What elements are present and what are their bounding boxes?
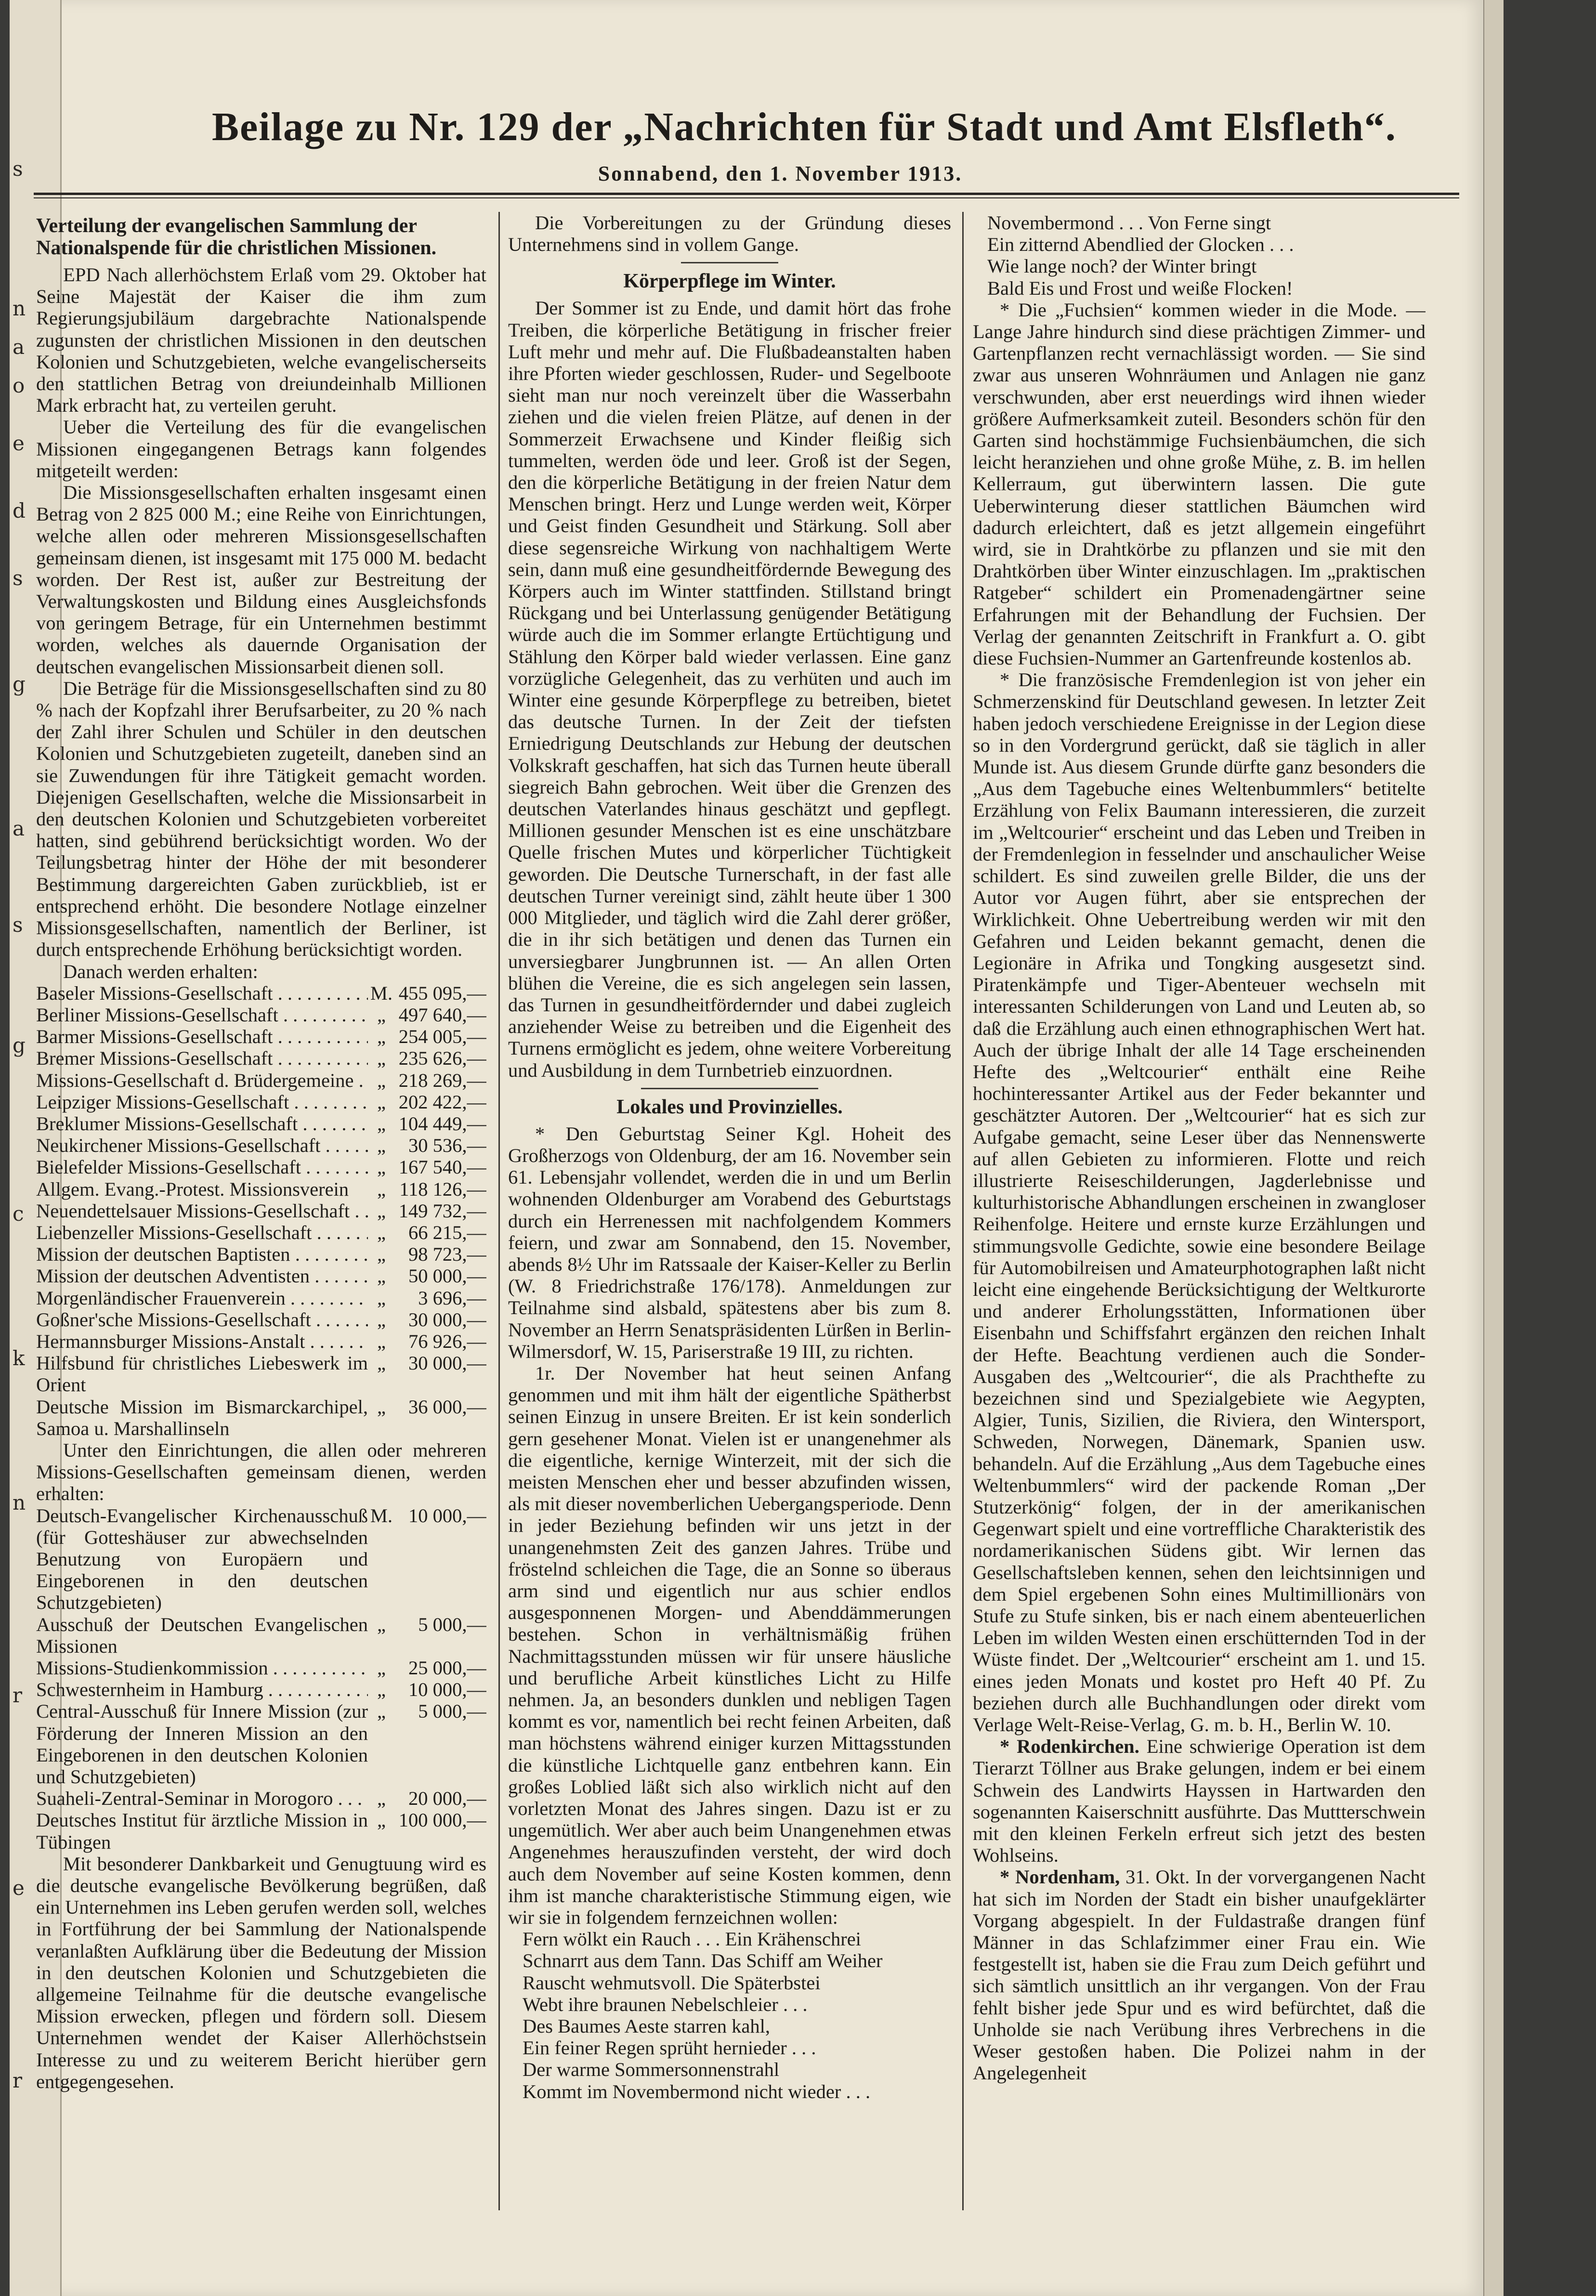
margin-fragment: a [13,335,25,359]
list-item [36,1200,486,1222]
paragraph: Die Beträge für die Missionsgesellschaften sind zu 80 % nach der Kopfzahl ihrer Berufsarbeiter, zu 20 % nach der Zahl ihrer Schulen und Schüler in den deutschen Kolonien und Schutzgebieten zugeteilt, daneben sind an sie Zuwendungen für ihre Tätigkeit gemacht worden. Diejenigen Gesellschaften, welche die Missionsarbeit in den deutschen Kolonien und Schutzgebieten vorbereitet hatten, sind gebührend berücksichtigt worden. Wo der Teilungsbetrag hinter der Höhe der mit besonderer Bestimmung dargereichten Gaben zurückblieb, ist er entsprechend erhöht. Die besondere Notlage einzelner Missionsgesellschaften, namentlich der Berliner, ist durch entsprechende Erhöhung berücksichtigt worden. [36,677,486,961]
margin-fragment: r [13,1683,23,1707]
margin-fragment: d [13,499,26,522]
list-item [36,1026,486,1047]
currency-unit: „ [377,1352,386,1374]
header-rule-thin [34,197,1459,198]
list-item [36,1243,486,1265]
amount: 149 732,— [398,1200,486,1222]
recipient-name: Baseler Missions-Gesellschaft . . . [36,982,368,1004]
recipient-name: Hilfsbund für christliches Liebeswerk im Orient [36,1352,368,1396]
paragraph: Die Vorbereitungen zu der Gründung dieses Unternehmens sind in vollem Gange. [508,212,951,256]
poem-line: Bald Eis und Frost und weiße Flocken! [987,277,1293,299]
issue-date: Sonnabend, den 1. November 1913. [598,162,963,185]
list-item [36,1265,486,1287]
list-item [36,1091,486,1113]
place-name: * Nordenham, [1000,1866,1120,1888]
currency-unit: „ [377,1135,386,1157]
currency-unit: „ [377,1613,386,1635]
currency-unit: „ [377,1287,386,1309]
recipient-name: Morgenländischer Frauenverein . . . [36,1287,368,1309]
newspaper-page [10,0,1483,2296]
news-text: Eine schwierige Operation ist dem Tierarzt Töllner aus Brake gelungen, indem er bei einem Schwein des Landwirts Hayssen in Hartwarden den sogenannten Kaiserschnitt ausführte. Das Muttterschwein mit den kleinen Ferkeln erfreut sich jetzt des besten Wohlseins. [973,1735,1426,1866]
amount: 76 926,— [408,1330,486,1352]
amount: 167 540,— [398,1156,486,1178]
margin-fragment: n [13,297,26,320]
poem-line: Novembermond . . . Von Ferne singt [987,212,1271,234]
paragraph: * Den Geburtstag Seiner Kgl. Hoheit des Großherzogs von Oldenburg, der am 16. November sein 61. Lebensjahr vollendet, werden die in und um Berlin wohnenden Oldenburger am Vorabend des Geburtstags durch ein Herrenessen mit nachfolgendem Kommers feiern, und zwar am Sonnabend, den 15. November, abends 8½ Uhr im Ratssaale der Kaiser-Keller zu Berlin (W. 8 Friedrichstraße 176/178). Anmeldungen zur Teilnahme sind alsbald, spätestens aber bis zum 8. November an Herrn Senatspräsidenten Lürßen in Berlin-Wilmersdorf, W. 15, Pariserstraße 19 III, zu richten. [508,1122,951,1362]
paragraph: EPD Nach allerhöchstem Erlaß vom 29. Oktober hat Seine Majestät der Kaiser die ihm zum Regierungsjubiläum dargebrachte Nationalspende zugunsten der christlichen Missionen in den deutschen Kolonien und Schutzgebieten, welche evangelischerseits den stattlichen Betrag von dreiundeinhalb Millionen Mark erbracht hat, zu verteilen geruht. [36,264,486,417]
poem-line: Ein zitternd Abendlied der Glocken . . . [987,234,1294,256]
news-date: 31. Okt. [1125,1866,1190,1888]
currency-unit: „ [377,1026,386,1048]
list-item [36,1222,486,1243]
list-item [36,1505,486,1614]
currency-unit: M. [370,1504,393,1526]
list-item [36,1047,486,1069]
paragraph: * Die „Fuchsien“ kommen wieder in die Mode. — Lange Jahre hindurch sind diese prächtigen Zimmer- und Gartenpflanzen recht vernachlässigt worden. — Sie sind zwar aus unseren Wohnräumen und Anlagen nie ganz verschwunden, aber erst neuerdings wird ihnen wieder größere Aufmerksamkeit zuteil. Besonders schön für den Garten sind hochstämmige Fuchsienbäumchen, die sich leicht heranziehen und ohne große Mühe, z. B. im hellen Kellerraum, gut überwintern lassen. Die gute Ueberwinterung dieser stattlichen Bäumchen wird dadurch erleichtert, daß es jetzt allgemein eingeführt wird, sie in Drahtkörbe zu pflanzen und sie mit den Drahtkörben über Winter einzuschlagen. Im „praktischen Ratgeber“ schildert ein Promenadengärtner seine Erfahrungen mit der Behandlung der Fuchsien. Der Verlag der genannten Zeitschrift in Frankfurt a. O. gibt diese Fuchsien-Nummer an Gartenfreunde kostenlos ab. [973,299,1426,669]
paragraph: Der Sommer ist zu Ende, und damit hört das frohe Treiben, die körperliche Betätigung in frischer freier Luft mehr und mehr auf. Die Flußbadeanstalten haben ihre Pforten wieder geschlossen, Ruder- und Segelboote sieht man nur noch vereinzelt über die Wasserbahn ziehen und die vielen freien Plätze, auf denen in der Sommerzeit Erwachsene und Kinder fleißig sich tummelten, werden öde und leer. Groß ist der Segen, den die körperliche Betätigung in der freien Natur dem Menschen bringt. Herz und Lunge werden weit, Körper und Geist finden Gesundheit und Stärkung. Soll aber diese segensreiche Wirkung von nachhaltigem Werte sein, dann muß eine gesundheitfördernde Bewegung des Körpers auch im Winter stattfinden. Stillstand bringt Rückgang und bei Unterlassung genügender Betätigung würde auch die im Sommer erlangte Ertüchtigung und Stählung den Körper bald wieder verlassen. Eine ganz vorzügliche Gelegenheit, das zu verhüten und auch im Winter eine gesunde Körperpflege zu betreiben, bietet das deutsche Turnen. In der Zeit der tiefsten Erniedrigung Deutschlands zur Hebung der deutschen Volkskraft geschaffen, hat sich das Turnen heute überall siegreich Bahn gebrochen. Weit über die Grenzen des deutschen Vaterlandes hinaus geschätzt und gepflegt. Millionen gesunder Menschen ist es eine unschätzbare Quelle frischen Mutes und körperlicher Tüchtigkeit geworden. Die Deutsche Turnerschaft, in der fast alle deutschen Turner vereinigt sind, zählt heute über 1 300 000 Mitglieder, und täglich wird die Zahl derer größer, die in ihr sich betätigen und denen das Turnen ein unversiegbarer Jungbrunnen ist. — An allen Orten blühen die Vereine, die es sich angelegen sein lassen, das Turnen in gesundheitfördernder und dabei zugleich anziehender Weise zu betreiben und die Eigenheit des Turnens ermöglicht es jedem, ohne weitere Vorbereitung und Ausbildung in dem Turnbetrieb einzuordnen. [508,297,951,1081]
currency-unit: „ [377,1091,386,1113]
place-name: * Rodenkirchen. [1000,1735,1139,1758]
margin-fragment: e [13,1876,25,1900]
amount: 118 126,— [399,1178,486,1200]
currency-unit: „ [377,1657,386,1679]
currency-unit: „ [377,1308,386,1331]
amount: 36 000,— [408,1396,486,1418]
currency-unit: M. [370,982,393,1004]
recipient-name: Bielefelder Missions-Gesellschaft . . . [36,1156,368,1178]
recipient-name: Allgem. Evang.-Protest. Missionsverein [36,1178,349,1200]
amount: 98 723,— [408,1243,486,1265]
list-item [36,1135,486,1156]
news-text: In der vorvergangenen Nacht hat sich im Norden der Stadt ein bisher unaufgeklärter Vorgang abgespielt. In der Fuldastraße drangen fünf Männer in das Schlafzimmer einer Frau ein. Wie festgestellt ist, haben sie die Frau zum Deich geführt und sich sämtlich unsittlich an ihr vergangen. Von der Frau fehlt bisher jede Spur und es wird befürchtet, daß die Unholde sie nach Verübung ihres Verbrechens in die Weser gestoßen haben. Die Polizei nahm in der Angelegenheit [973,1866,1426,2084]
list-item [36,1396,486,1439]
poem [508,1928,951,2102]
poem-line: Webt ihre braunen Nebelschleier . . . [523,1993,808,2015]
recipient-name: Goßner'sche Missions-Gesellschaft . . . [36,1309,368,1331]
list-item [36,1287,486,1309]
paragraph: Danach werden erhalten: [63,960,258,982]
column-divider [498,212,500,2210]
amount: 254 005,— [398,1026,486,1048]
paragraph: * Die französische Fremdenlegion ist von jeher ein Schmerzenskind für Deutschland gewesen. In letzter Zeit haben jedoch verschiedene Ereignisse in der Legion diese so in den Vordergrund gerückt, daß sie täglich in aller Munde ist. Aus diesem Grunde dürfte ganz besonders die „Aus dem Tagebuche eines Weltenbummlers“ betitelte Erzählung von Felix Baumann interessieren, die zurzeit im „Weltcourier“ erscheint und das Leben und Treiben in der Fremdenlegion in fesselnder und anschaulicher Weise schildert. Es sind zuweilen grelle Bilder, die uns der Autor vor Augen führt, aber sie entsprechen der Wirklichkeit. Ohne Uebertreibung werden wir mit den Gefahren und Leiden bekannt gemacht, denen die Legionäre in Afrika und Tongking ausgesetzt sind. Piratenkämpfe und Tiger-Abenteuer wechseln mit interessanten Schilderungen von Land und Leuten ab, so daß die Erzählung auch einen ethnographischen Wert hat. Auch der übrige Inhalt der alle 14 Tage erscheinenden Hefte des „Weltcourier“ enthält eine Reihe hochinteressanter Artikel aus der Feder bekannter und geschätzter Autoren. Der „Weltcourier“ hat es sich zur Aufgabe gemacht, seine Leser über das Nennenswerte auf allen Gebieten zu informieren. Flotte und reich illustrierte Reiseschilderungen, Jagderlebnisse und kulturhistorische Abhandlungen erscheinen in zwangloser Reihenfolge. Heitere und ernste kurze Erzählungen und stimmungsvolle Gedichte, sowie eine besondere Beilage für Automobilreisen und Amateurphotographen laßt nicht leicht eine eingehende Berücksichtigung der Weltkurorte und anderer Erholungsstätten, Informationen über Eisenbahn und Schiffsfahrt ergänzen den reichen Inhalt der Hefte. Beachtung verdienen auch die Sonder-Ausgaben des „Weltcourier“, die als Prachthefte zu bezeichnen sind und Spezialgebiete wie Aegypten, Algier, Tunis, Sizilien, die Riviera, den Wintersport, Schweden, Norwegen, Dänemark, Spanien usw. behandeln. Auf die Erzählung „Aus dem Tagebuche eines Weltenbummlers“ wird der packende Roman „Der Stutzerkönig“ folgen, der in der amerikanischen Gegenwart spielt und eine vortreffliche Charakteristik des nordamerikanischen Südens gibt. Wir lernen das Gesellschaftsleben kennen, sehen den leichtsinnigen und dem Spiel ergebenen Sohn eines Multimillionärs von Stufe zu Stufe sinken, bis er nach einem abenteuerlichen Leben im wilden Westen einen erschütternden Tod in der Wüste findet. Der „Weltcourier“ erscheint am 1. und 15. eines jeden Monats und kostet pro Heft 40 Pf. Zu beziehen durch alle Buchhandlungen oder direkt vom Verlage Welt-Reise-Verlag, G. m. b. H., Berlin W. 10. [973,669,1426,1736]
recipient-name: Missions-Studienkommission . . . [36,1657,368,1679]
section-divider [641,1088,818,1089]
poem-line: Ein feiner Regen sprüht hernieder . . . [523,2037,816,2059]
recipient-name: Mission der deutschen Adventisten . . . [36,1265,368,1287]
currency-unit: „ [377,1396,386,1418]
recipient-name: Liebenzeller Missions-Gesellschaft . . . [36,1222,368,1243]
poem-line: Rauscht wehmutsvoll. Die Späterbstei [523,1971,821,1994]
paragraph: 1r. Der November hat heut seinen Anfang genommen und mit ihm hält der eigentliche Spätherbst seinen Einzug in unsere Breiten. Er ist kein sonderlich gern gesehener Monat. Vielen ist er unangenehmer als die eigentliche, kernige Winterzeit, mit der sich die meisten Menschen eher und besser abzufinden wissen, als mit dieser novemberlichen Uebergangsperiode. Denn in jeder Beziehung befinden wir uns jetzt in der unangenehmsten Zeit des ganzen Jahres. Trübe und fröstelnd schleichen die Tage, die an Sonne so überaus arm sind und eigentlich nur aus schier endlos ausgesponnenen Morgen- und Abenddämmerungen bestehen. Schon in verhältnismäßig frühen Nachmittagsstunden müssen wir für unsere häusliche und berufliche Arbeit künstliches Licht zu Hilfe nehmen. Ja, an besonders dunklen und nebligen Tagen kommt es vor, namentlich bei recht feinen Arbeiten, daß man höchstens während einiger kurzen Mittagsstunden die künstliche Lichtquelle ganz entbehren kann. Ein großes Loblied läßt sich also wirklich nicht auf den vorletzten Monat des Jahres singen. Dazu ist er zu ungemütlich. Wer aber auch beim Unangenehmen etwas Angenehmes herauszufinden versteht, der wird doch auch dem November auf seine Kosten kommen, denn ihm ist manche charakteristische Stimmung eigen, wie wir sie in folgendem fernzeichnen wollen: [508,1362,951,1929]
currency-unit: „ [377,1243,386,1265]
recipient-name: Suaheli-Zentral-Seminar in Morogoro . . . [36,1787,368,1809]
margin-fragment: g [13,672,26,696]
amount: 455 095,— [398,982,486,1004]
amount: 10 000,— [408,1504,486,1526]
section-heading: Lokales und Provinzielles. [616,1096,843,1118]
currency-unit: „ [377,1787,386,1810]
amount: 202 422,— [398,1091,486,1113]
list-item [36,1614,486,1657]
margin-fragment: e [13,431,25,455]
poem-line: Der warme Sommersonnenstrahl [523,2059,780,2081]
amount: 3 696,— [418,1287,486,1309]
article-heading: Verteilung der evangelischen Sammlung der Nationalspende für die christlichen Missionen. [36,215,437,259]
margin-fragment: c [13,1202,24,1226]
currency-unit: „ [377,1178,386,1200]
poem [973,212,1426,299]
column-1 [36,212,486,2224]
currency-unit: „ [377,1200,386,1222]
amount: 30 000,— [408,1308,486,1331]
column-2 [508,212,951,2224]
currency-unit: „ [377,1069,386,1091]
poem-line: Schnarrt aus dem Tann. Das Schiff am Weiher [523,1950,883,1972]
page-title: Beilage zu Nr. 129 der „Nachrichten für Stadt und Amt Elsfleth“. [212,104,1397,149]
currency-unit: „ [377,1265,386,1287]
amount: 20 000,— [408,1787,486,1810]
amount: 104 449,— [398,1112,486,1135]
section-divider [681,262,778,263]
header-rule [34,193,1459,195]
recipient-name: Mission der deutschen Baptisten . . . [36,1243,368,1265]
recipient-name: Deutsch-Evangelischer Kirchenausschuß (für Gotteshäuser zur abwechselnden Benutzung von Europäern und Eingeborenen in den deutschen Schutzgebieten) [36,1504,368,1614]
margin-fragment: g [13,1033,26,1057]
news-item [973,1735,1426,1866]
article-heading: Körperpflege im Winter. [623,270,836,293]
list-item [36,1331,486,1352]
recipient-name: Missions-Gesellschaft d. Brüdergemeine . . . [36,1070,368,1091]
margin-fragment: k [13,1346,25,1370]
recipient-name: Neukirchener Missions-Gesellschaft . . . [36,1135,368,1156]
recipient-name: Barmer Missions-Gesellschaft . . . [36,1026,368,1047]
amount: 5 000,— [418,1613,486,1635]
column-divider [962,212,964,2210]
currency-unit: „ [377,1700,386,1722]
news-item [973,1866,1426,2084]
recipient-name: Bremer Missions-Gesellschaft . . . [36,1047,368,1069]
list-item [36,1787,486,1809]
currency-unit: „ [377,1112,386,1135]
list-item [36,1113,486,1135]
recipient-name: Deutsches Institut für ärztliche Mission in Tübingen [36,1809,368,1853]
list-item [36,1657,486,1679]
list-item [36,1156,486,1178]
recipient-name: Berliner Missions-Gesellschaft . . . [36,1004,368,1026]
paragraph: Unter den Einrichtungen, die allen oder mehreren Missions-Gesellschaften gemeinsam dienen, werden erhalten: [36,1439,486,1505]
currency-unit: „ [377,1156,386,1178]
recipient-name: Schwesternheim in Hamburg . . . [36,1679,368,1700]
list-item [36,1809,486,1852]
paragraph: Die Missionsgesellschaften erhalten insgesamt einen Betrag von 2 825 000 M.; eine Reihe von Einrichtungen, welche allen oder mehreren Missionsgesellschaften gemeinsam dienen, ist insgesamt mit 175 000 M. bedacht worden. Der Rest ist, außer zur Bestreitung der Verwaltungskosten und Bildung eines Ausgleichsfonds von geringem Betrage, für ein Unternehmen bestimmt worden, welches als dauernde Organisation der deutschen evangelischen Missionsarbeit dienen soll. [36,482,486,678]
list-item [36,1700,486,1787]
amount: 50 000,— [408,1265,486,1287]
margin-fragment: n [13,1491,26,1514]
list-item [36,1178,486,1200]
amount: 10 000,— [408,1679,486,1701]
amount: 100 000,— [398,1809,486,1831]
amount: 30 536,— [408,1135,486,1157]
column-3 [973,212,1426,2224]
recipient-name: Leipziger Missions-Gesellschaft . . . [36,1091,368,1113]
currency-unit: „ [377,1679,386,1701]
margin-fragment: r [13,2069,23,2092]
margin-fragment: a [13,817,25,840]
list-item [36,1679,486,1700]
amount: 218 269,— [398,1069,486,1091]
amount: 30 000,— [408,1352,486,1374]
recipient-name: Hermannsburger Missions-Anstalt . . . [36,1331,368,1352]
recipient-name: Central-Ausschuß für Innere Mission (zur Förderung der Inneren Mission an den Eingeborenen in den deutschen Kolonien und Schutzgebieten) [36,1700,368,1788]
currency-unit: „ [377,1330,386,1352]
currency-unit: „ [377,1221,386,1243]
paragraph: Mit besonderer Dankbarkeit und Genugtuung wird es die deutsche evangelische Bevölkerung begrüßen, daß ein Unternehmen ins Leben gerufen werden soll, welches in Fortführung der bei Sammlung der Nationalspende veranlaßten Aufklärung über die Bedeutung der Mission in den deutschen Kolonien und Schutzgebieten die allgemeine Teilnahme für die deutsche evangelische Mission erwecken, pflegen und fördern soll. Diesem Unternehmen wendet der Kaiser Allerhöchstsein Interesse zu und zu weiterem Bericht hierüber gern entgegengesehen. [36,1852,486,2092]
recipient-name: Ausschuß der Deutschen Evangelischen Missionen [36,1613,368,1657]
recipient-name: Deutsche Mission im Bismarckarchipel, Samoa u. Marshallinseln [36,1396,368,1439]
poem-line: Kommt im Novembermond nicht wieder . . . [523,2080,871,2102]
currency-unit: „ [377,1809,386,1831]
margin-fragment: s [13,566,23,590]
page-edge [1483,0,1504,2296]
list-item [36,1070,486,1091]
amount: 25 000,— [408,1657,486,1679]
currency-unit: „ [377,1047,386,1070]
margin-fragment: s [13,913,23,937]
poem-line: Wie lange noch? der Winter bringt [987,255,1257,277]
amount: 5 000,— [418,1700,486,1722]
list-item [36,1004,486,1026]
list-item [36,982,486,1004]
allocation-list [36,982,486,1439]
margin-fragment: s [13,157,23,181]
poem-line: Des Baumes Aeste starren kahl, [523,2015,770,2037]
list-item [36,1309,486,1331]
recipient-name: Neuendettelsauer Missions-Gesellschaft . . . [36,1200,368,1222]
amount: 497 640,— [398,1004,486,1026]
paragraph: Ueber die Verteilung des für die evangelischen Missionen eingegangenen Betrags kann folgendes mitgeteilt werden: [36,416,486,482]
recipient-name: Breklumer Missions-Gesellschaft . . . [36,1113,368,1135]
margin-fragment: o [13,374,25,397]
list-item [36,1352,486,1396]
amount: 66 215,— [408,1221,486,1243]
poem-line: Fern wölkt ein Rauch . . . Ein Krähenschrei [523,1928,861,1950]
currency-unit: „ [377,1004,386,1026]
institution-list [36,1505,486,1853]
amount: 235 626,— [398,1047,486,1070]
